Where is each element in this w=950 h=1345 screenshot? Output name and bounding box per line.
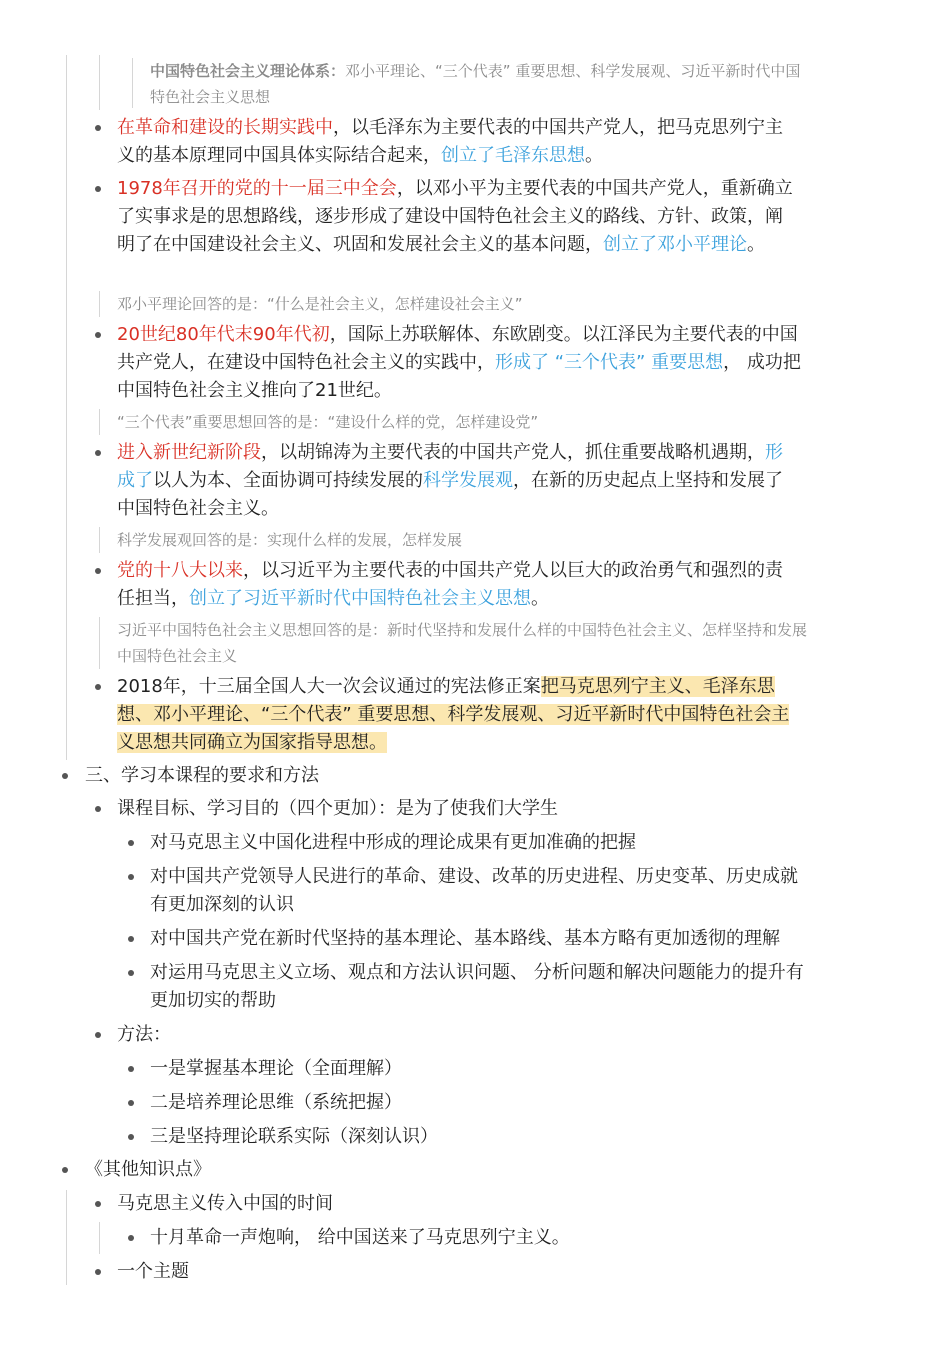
bullet (128, 1066, 134, 1072)
bullet (95, 1032, 101, 1038)
bullet (95, 1201, 101, 1207)
goal-item: 对马克思主义中国化进程中形成的理论成果有更加准确的把握 (150, 832, 636, 853)
bullet (128, 936, 134, 942)
item-text: ，国际上苏联解体、东欧剧变。以江泽民为主要代表的中国共产党人，在建设中国特色社会主义的实践中， (117, 324, 798, 373)
highlight-theory: 形成了 (117, 442, 783, 491)
highlighted-text: 把马克思列宁主义、毛泽东思想、邓小平理论、“三个代表” 重要思想、科学发展观、习近平新时代中国特色社会主义思想共同确立为国家指导思想。 (117, 676, 790, 753)
highlight-time: 1978年召开的党的十一届三中全会 (117, 178, 397, 199)
quote-theory-system (150, 58, 815, 110)
bullet (128, 874, 134, 880)
highlight-time: 党的十八大以来 (117, 560, 243, 581)
list-item-mao (117, 114, 797, 170)
highlight-theory: 创立了毛泽东思想 (441, 145, 585, 166)
highlight-time: 进入新世纪新阶段 (117, 442, 261, 463)
method-item: 一是掌握基本理论（全面理解） (150, 1058, 402, 1079)
method-label: 方法： (117, 1024, 171, 1045)
outline-guide-level1 (66, 1190, 67, 1285)
quote-xi: 习近平中国特色社会主义思想回答的是：新时代坚持和发展什么样的中国特色社会主义、怎样坚持和发展中国特色社会主义 (117, 621, 808, 665)
highlight-theory: 形成了 “三个代表” 重要思想 (495, 352, 724, 373)
method-item: 二是培养理论思维（系统把握） (150, 1092, 402, 1113)
bullet (128, 840, 134, 846)
bullet (95, 1269, 101, 1275)
highlight-time: 在革命和建设的长期实践中 (117, 117, 333, 138)
outline-guide-level2 (99, 1222, 100, 1254)
method-item: 三是坚持理论联系实际（深刻认识） (150, 1126, 438, 1147)
quote-text: 邓小平理论、“三个代表” 重要思想、科学发展观、习近平新时代中国特色社会主义思想 (150, 62, 801, 106)
quote-jiang: “三个代表”重要思想回答的是：“建设什么样的党，怎样建设党” (117, 413, 539, 431)
item-text: ，以毛泽东为主要代表的中国共产党人，把马克思列宁主义的基本原理同中国具体实际结合起来， (117, 117, 783, 166)
item-text: 以人为本、全面协调可持续发展的 (153, 470, 423, 491)
item-end: 。 (531, 588, 549, 609)
list-item-hu (117, 439, 797, 523)
bullet (128, 970, 134, 976)
list-item-deng (117, 175, 797, 259)
list-item-xi (117, 557, 797, 613)
goal-item: 对中国共产党领导人民进行的革命、建设、改革的历史进程、历史变革、历史成就有更加深刻的认识 (150, 866, 798, 915)
goal-item: 对中国共产党在新时代坚持的基本理论、基本路线、基本方略有更加透彻的理解 (150, 928, 780, 949)
quote-bar (99, 409, 100, 435)
other-subitem: 马克思主义传入中国的时间 (117, 1193, 333, 1214)
bullet (95, 806, 101, 812)
course-goal: 课程目标、学习目的（四个更加）：是为了使我们大学生 (117, 798, 558, 819)
quote-label: 中国特色社会主义理论体系： (150, 62, 346, 80)
list-item-constitution (117, 673, 797, 757)
highlight-theory: 创立了习近平新时代中国特色社会主义思想 (189, 588, 531, 609)
highlight-theory: 科学发展观 (423, 470, 513, 491)
item-text: 2018年，十三届全国人大一次会议通过的宪法修正案 (117, 676, 541, 697)
bullet (128, 1235, 134, 1241)
item-text: ，以胡锦涛为主要代表的中国共产党人，抓住重要战略机遇期， (261, 442, 765, 463)
highlight-theory: 创立了邓小平理论 (603, 234, 747, 255)
bullet (62, 1167, 68, 1173)
item-end: 。 (585, 145, 603, 166)
list-item-jiang (117, 321, 802, 405)
bullet (95, 125, 101, 131)
item-end: ， 成功把中国特色社会主义推向了21世纪。 (117, 352, 801, 401)
highlight-time: 20世纪80年代末90年代初 (117, 324, 330, 345)
quote-bar (99, 527, 100, 553)
quote-deng: 邓小平理论回答的是：“什么是社会主义，怎样建设社会主义” (117, 295, 523, 313)
other-subitem-child: 十月革命一声炮响， 给中国送来了马克思列宁主义。 (150, 1227, 570, 1248)
bullet (95, 450, 101, 456)
outline-guide-level2 (99, 55, 100, 110)
bullet (62, 773, 68, 779)
quote-bar (99, 617, 100, 669)
quote-bar (99, 291, 100, 317)
other-subitem: 一个主题 (117, 1261, 189, 1282)
bullet (128, 1134, 134, 1140)
bullet (128, 1100, 134, 1106)
item-end: 。 (747, 234, 765, 255)
bullet (95, 332, 101, 338)
outline-guide-level1 (66, 55, 67, 760)
bullet (95, 684, 101, 690)
bullet (95, 568, 101, 574)
section-title-requirements: 三、学习本课程的要求和方法 (85, 765, 319, 786)
section-title-other: 《其他知识点》 (85, 1159, 211, 1180)
bullet (95, 186, 101, 192)
item-text: ，以邓小平为主要代表的中国共产党人，重新确立了实事求是的思想路线，逐步形成了建设中国特色社会主义的路线、方针、政策，阐明了在中国建设社会主义、巩固和发展社会主义的基本问题， (117, 178, 793, 255)
quote-bar (132, 58, 133, 108)
goal-item: 对运用马克思主义立场、观点和方法认识问题、 分析问题和解决问题能力的提升有更加切实的帮助 (150, 962, 804, 1011)
item-end: ，在新的历史起点上坚持和发展了中国特色社会主义。 (117, 470, 783, 519)
quote-hu: 科学发展观回答的是：实现什么样的发展，怎样发展 (117, 531, 463, 549)
item-text: ，以习近平为主要代表的中国共产党人以巨大的政治勇气和强烈的责任担当， (117, 560, 783, 609)
